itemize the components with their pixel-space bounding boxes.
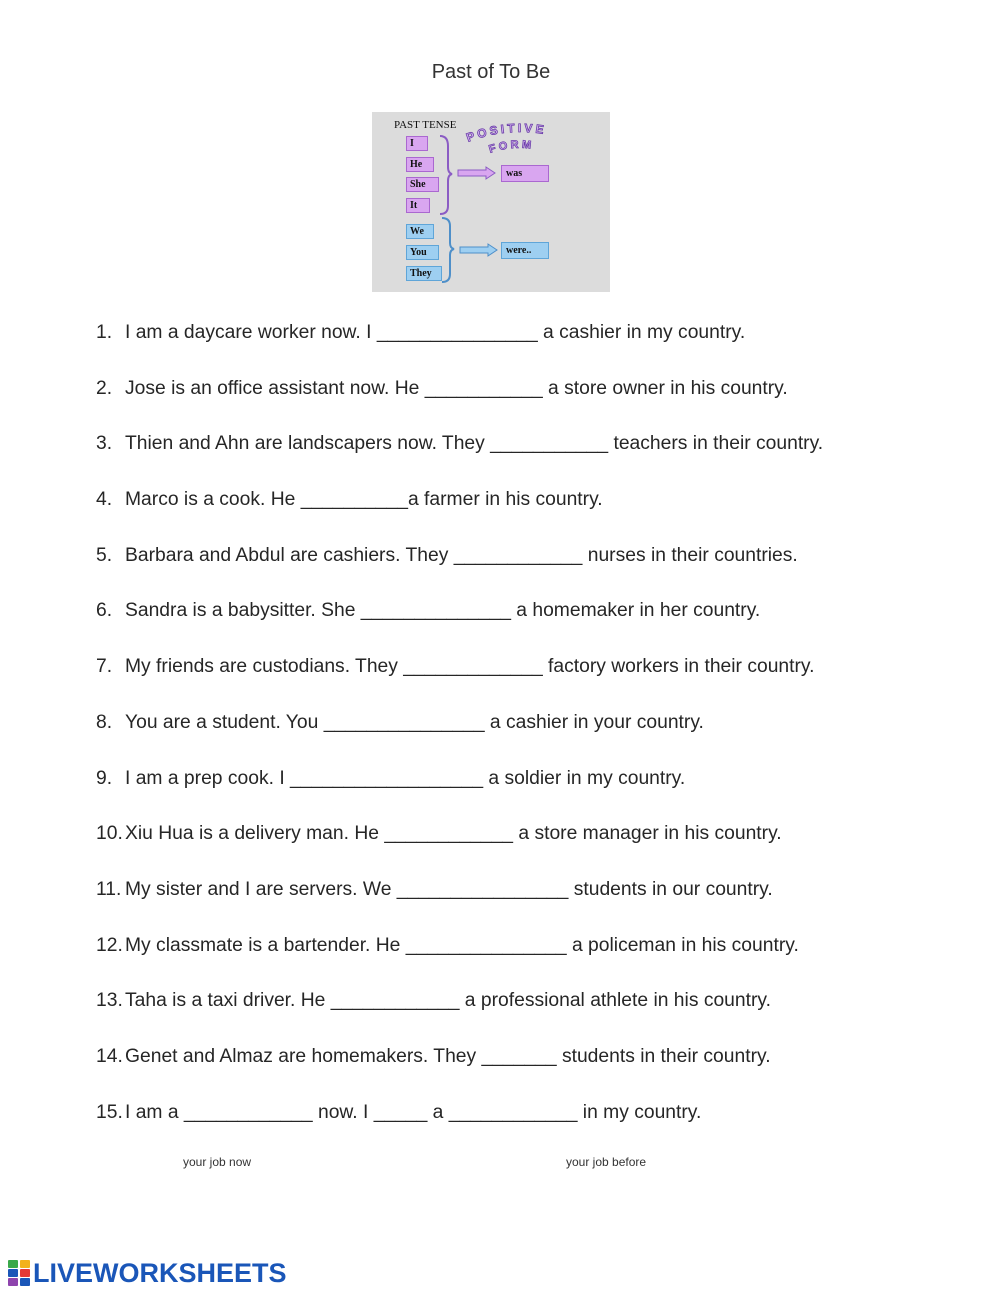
plural-bracket (442, 218, 454, 282)
exercise-item[interactable]: 3. Thien and Ahn are landscapers now. They ___________ teachers in their country. (96, 433, 824, 455)
page-title: Past of To Be (431, 61, 551, 83)
pronoun-it: It (406, 198, 430, 213)
footer-brand: LIVEWORKSHEETS (33, 1257, 287, 1288)
exercise-item[interactable]: 14. Genet and Almaz are homemakers. They _______ students in their country. (96, 1045, 771, 1067)
exercise-item[interactable]: 11. My sister and I are servers. We ________________ students in our country. (96, 878, 773, 900)
exercise-item[interactable]: 6. Sandra is a babysitter. She ______________ a homemaker in her country. (96, 600, 761, 622)
footer-logo[interactable] (8, 1258, 287, 1288)
exercise-item[interactable]: 12. My classmate is a bartender. He _______________ a policeman in his country. (96, 934, 799, 956)
exercise-item[interactable]: 15. I am a ____________ now. I _____ a ____________ in my country. (96, 1101, 702, 1123)
exercise-item[interactable]: 10. Xiu Hua is a delivery man. He ____________ a store manager in his country. (96, 823, 782, 845)
singular-bracket (440, 136, 452, 214)
pronoun-i: I (406, 136, 428, 151)
pronoun-she: She (406, 177, 439, 192)
liveworksheets-logo-icon (8, 1260, 30, 1286)
exercise-item[interactable]: 4. Marco is a cook. He __________a farmer in his country. (96, 489, 603, 511)
exercise-item[interactable]: 7. My friends are custodians. They _____________ factory workers in their country. (96, 656, 815, 678)
plural-arrow-icon (460, 244, 497, 256)
singular-arrow-icon (458, 167, 495, 179)
exercise-item[interactable]: 9. I am a prep cook. I __________________ a soldier in my country. (96, 767, 686, 789)
pronoun-we: We (406, 224, 434, 239)
form-label: FORM (487, 138, 535, 156)
diagram-heading: PAST TENSE (394, 119, 457, 131)
exercise-item[interactable]: 1. I am a daycare worker now. I _______________ a cashier in my country. (96, 322, 746, 343)
positive-label: POSITIVE (464, 120, 548, 145)
verb-were: were.. (501, 242, 549, 259)
exercise-item[interactable]: 2. Jose is an office assistant now. He ___________ a store owner in his country. (96, 377, 788, 399)
verb-was: was (501, 165, 549, 182)
exercise-item[interactable]: 5. Barbara and Abdul are cashiers. They ____________ nurses in their countries. (96, 544, 798, 566)
exercise-item[interactable]: 8. You are a student. You _______________ a cashier in your country. (96, 711, 704, 733)
caption-job-now: your job now (183, 1155, 252, 1169)
past-tense-diagram (372, 112, 610, 292)
pronoun-they: They (406, 266, 442, 281)
exercise-item[interactable]: 13. Taha is a taxi driver. He ____________ a professional athlete in his country. (96, 990, 771, 1012)
pronoun-he: He (406, 157, 434, 172)
exercise-list (96, 317, 823, 1152)
pronoun-you: You (406, 245, 439, 260)
caption-job-before: your job before (566, 1155, 647, 1169)
